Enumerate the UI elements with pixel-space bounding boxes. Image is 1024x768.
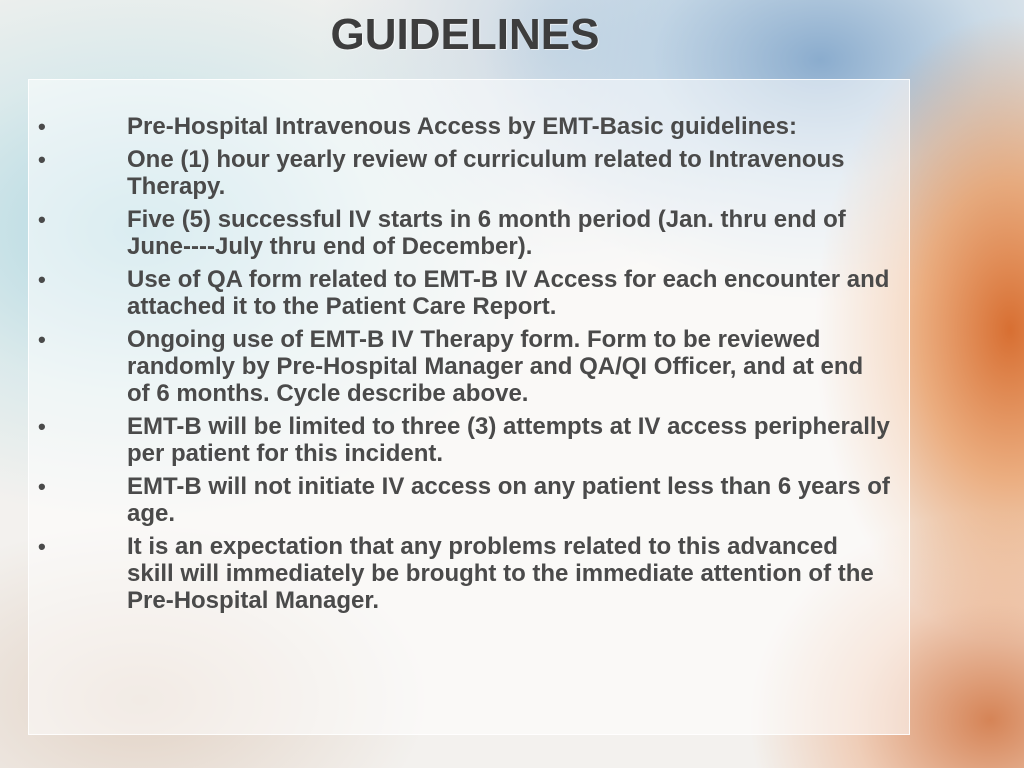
bullet-item [0, 533, 900, 614]
bullet-item [0, 206, 900, 260]
bullet-icon: • [38, 147, 46, 172]
bullet-list [0, 113, 900, 620]
bullet-text: One (1) hour yearly review of curriculum related to Intravenous Therapy. [127, 146, 845, 200]
bullet-icon: • [38, 267, 46, 292]
bullet-text: Use of QA form related to EMT-B IV Access for each encounter and attached it to the Patient Care Report. [127, 266, 890, 320]
bullet-item [0, 266, 900, 320]
bullet-item [0, 473, 900, 527]
slide-title: GUIDELINES [330, 10, 600, 59]
bullet-text: It is an expectation that any problems related to this advanced skill will immediately be brought to the immediate attention of the Pre-Hospital Manager. [127, 533, 874, 614]
bullet-text: EMT-B will be limited to three (3) attempts at IV access peripherally per patient for this incident. [127, 413, 890, 467]
bullet-icon: • [38, 207, 46, 232]
bullet-text: Five (5) successful IV starts in 6 month period (Jan. thru end of June----July thru end of December). [127, 206, 846, 260]
bullet-item [0, 326, 900, 407]
bullet-item [0, 146, 900, 200]
bullet-icon: • [38, 327, 46, 352]
bullet-item [0, 413, 900, 467]
bullet-icon: • [38, 474, 46, 499]
bullet-text: EMT-B will not initiate IV access on any patient less than 6 years of age. [127, 473, 890, 527]
bullet-text: Pre-Hospital Intravenous Access by EMT-Basic guidelines: [127, 113, 797, 140]
bullet-icon: • [38, 414, 46, 439]
bullet-icon: • [38, 534, 46, 559]
bullet-text: Ongoing use of EMT-B IV Therapy form. Form to be reviewed randomly by Pre-Hospital Manager and QA/QI Officer, and at end of 6 months. Cycle describe above. [127, 326, 864, 407]
bullet-item [0, 113, 900, 140]
bullet-icon: • [38, 114, 46, 139]
